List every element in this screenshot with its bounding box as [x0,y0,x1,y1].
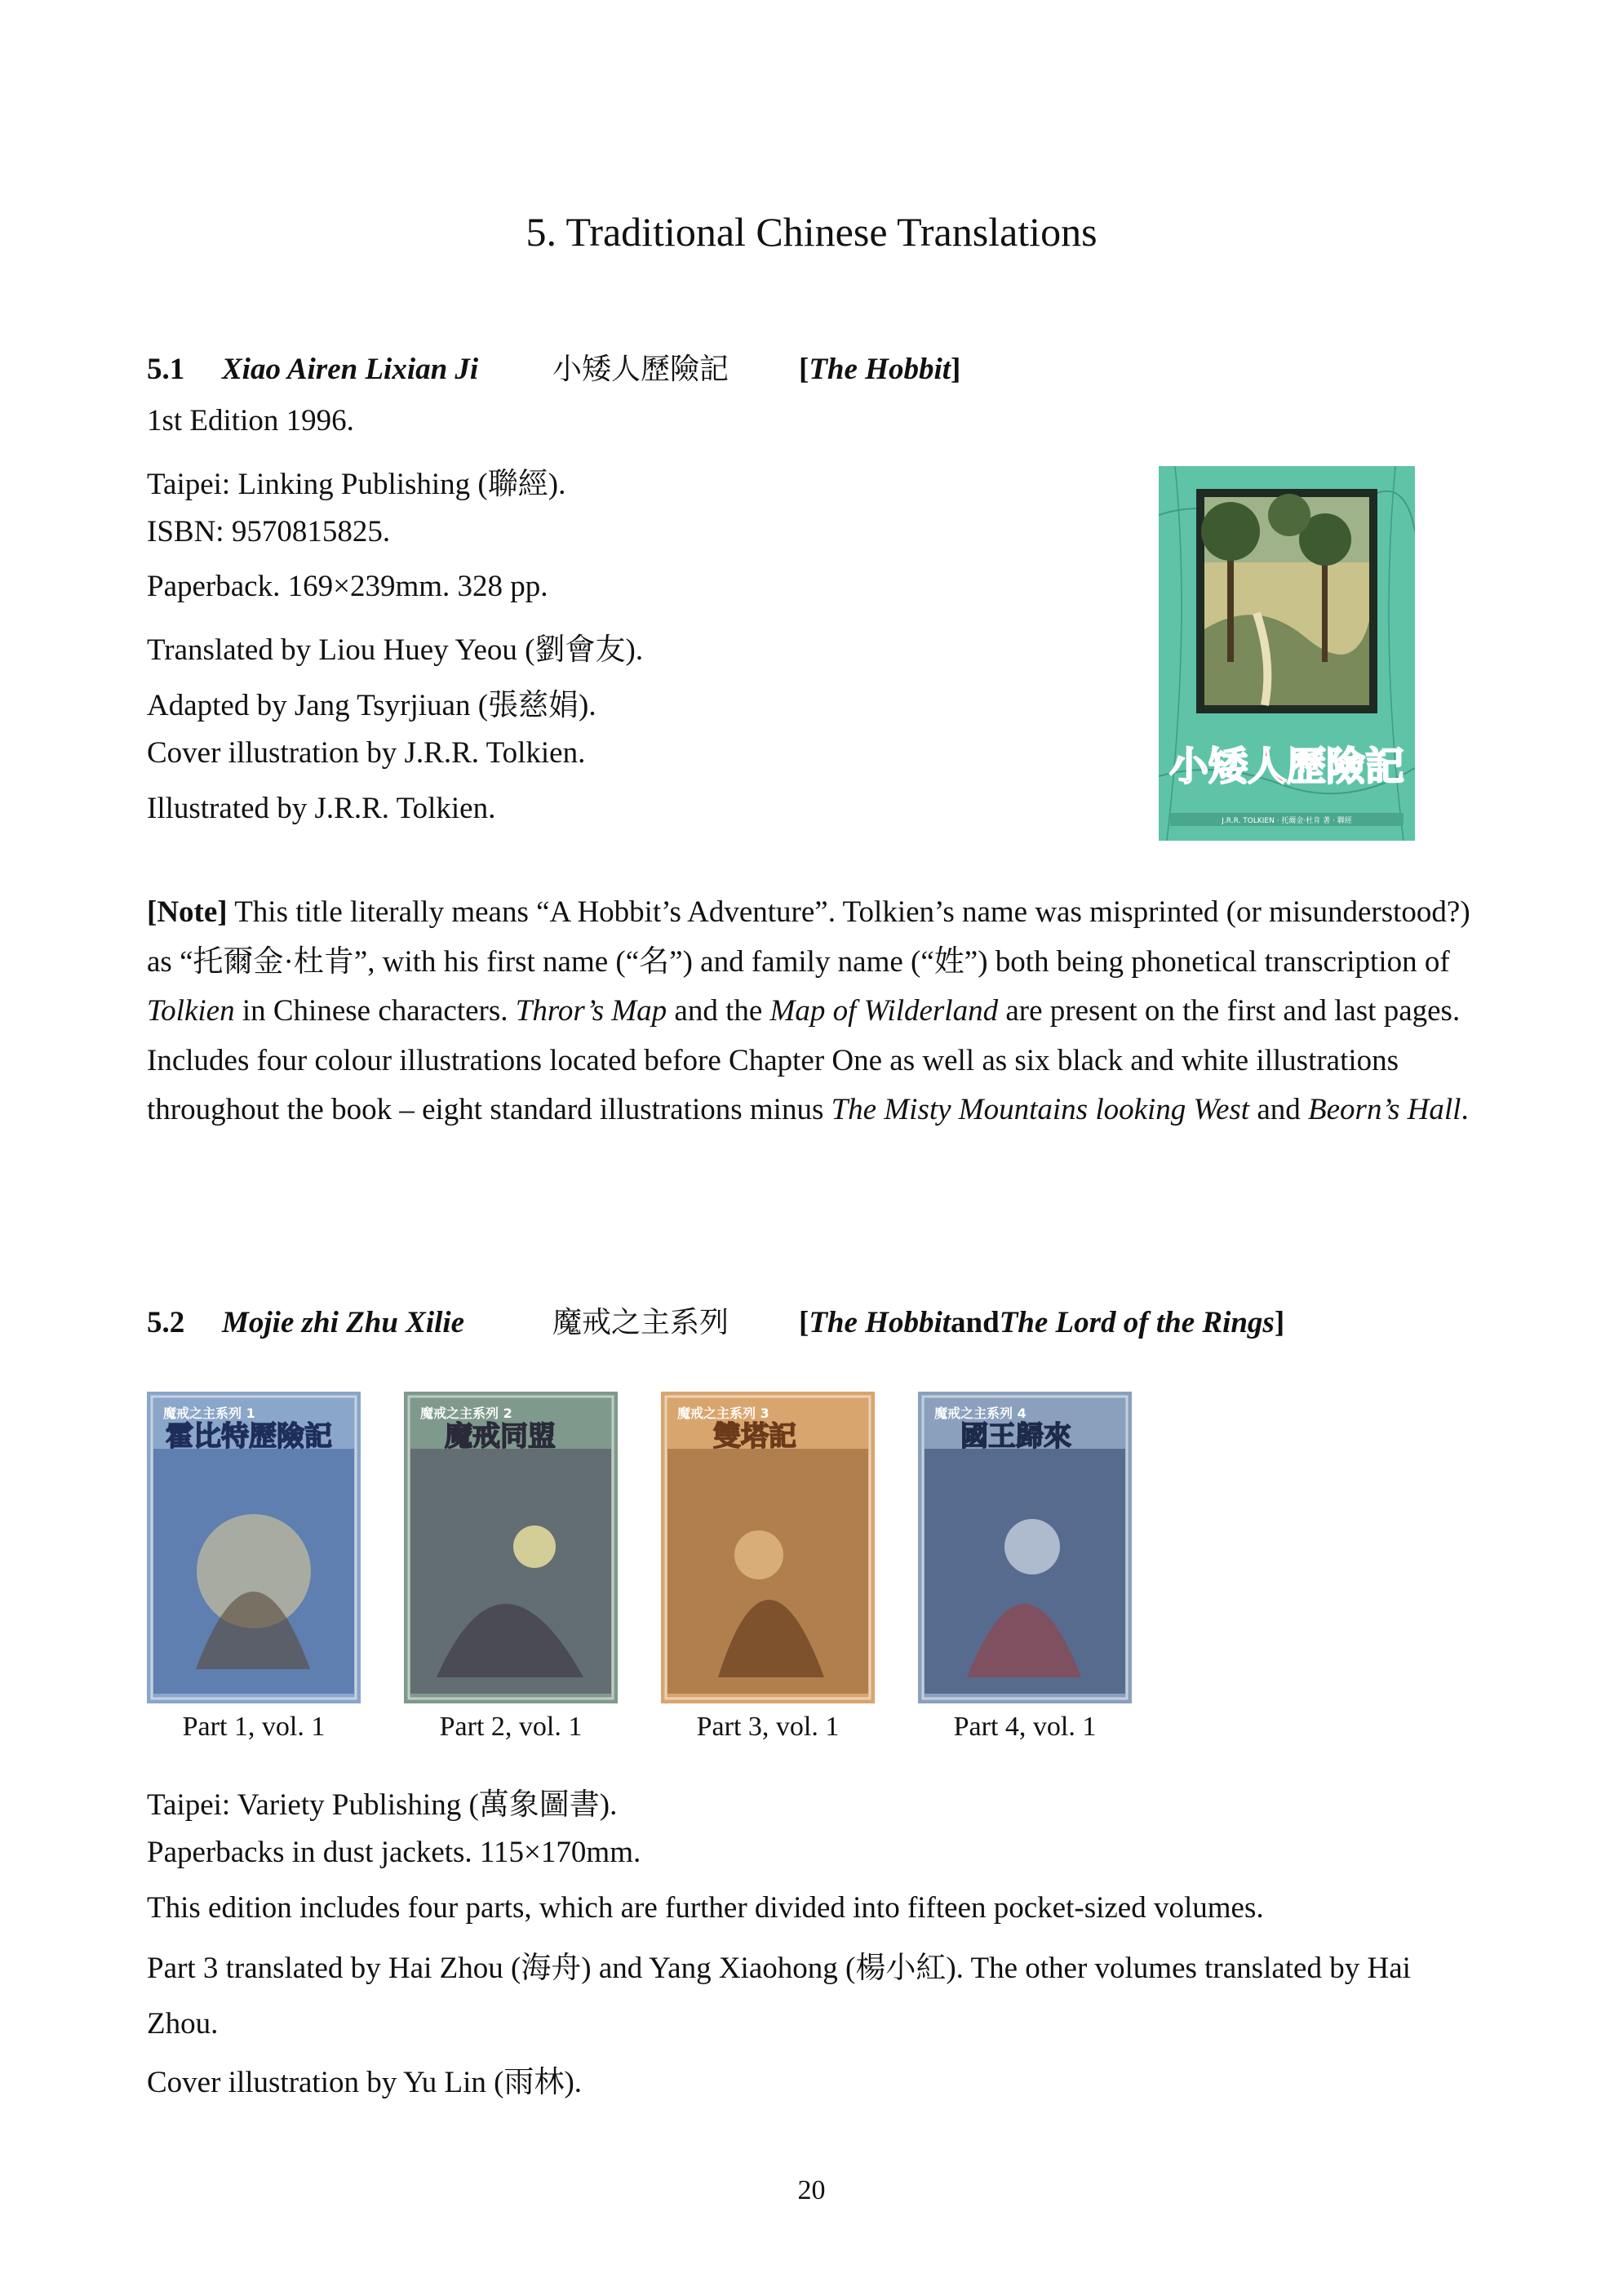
detail-parts: This edition includes four parts, which are further divided into fifteen pocket-sized volumes. [147,1891,1264,1925]
volume-series-label: 魔戒之主系列 2 [420,1406,512,1421]
detail-cover-illustrator: Cover illustration by J.R.R. Tolkien. [147,736,586,770]
section-heading-5-2 [147,1299,1284,1341]
detail-publisher: Taipei: Linking Publishing (聯經). [147,468,566,501]
section-romanized-title: Mojie zhi Zhu Xilie [222,1306,465,1339]
hobbit-cover-title: 小矮人歷險記 [1168,744,1405,789]
volume-cover-part2 [404,1392,618,1703]
volume-series-label: 魔戒之主系列 1 [163,1406,255,1421]
note-paragraph: [Note] This title literally means “A Hobbit’s Adventure”. Tolkien’s name was misprinted (or misunderstood?) as “托爾金·杜肯”, with his first name (“名”) and family name (“姓”) both being phonetical transcription of Tolkien in Chinese characters. Thror’s Map and the Map of Wilderland are present on the first and last pages. Includes four colour illustrations located before Chapter One as well as six black and white illustrations throughout the book – eight standard illustrations minus The Misty Mountains looking West and Beorn’s Hall. [147,895,1470,1126]
detail-publisher: Taipei: Variety Publishing (萬象圖書). [147,1788,618,1822]
hobbit-cover-footer: J.R.R. TOLKIEN · 托爾金·杜肯 著 · 聯經 [1222,817,1352,825]
section-heading-5-1 [147,346,960,388]
detail-translator: Translated by Liou Huey Yeou (劉會友). [147,633,644,667]
volume-cover-part1 [147,1392,361,1703]
detail-format: Paperback. 169×239mm. 328 pp. [147,570,548,603]
hobbit-cover-image [1159,466,1415,841]
detail-translators: Part 3 translated by Hai Zhou (海舟) and Yang Xiaohong (楊小紅). The other volumes translated by Hai Zhou. [147,1952,1411,2041]
detail-cover-illustrator: Cover illustration by Yu Lin (雨林). [147,2066,583,2099]
section-english-title: [The Hobbit] [799,353,961,386]
detail-isbn: ISBN: 9570815825. [147,515,391,548]
page-number: 20 [797,2175,826,2205]
detail-format: Paperbacks in dust jackets. 115×170mm. [147,1836,641,1869]
volume-caption: Part 1, vol. 1 [182,1712,326,1742]
section-number: 5.2 [147,1306,185,1339]
volume-series-label: 魔戒之主系列 3 [677,1406,769,1421]
volume-title: 魔戒同盟 [445,1420,556,1453]
volume-caption: Part 2, vol. 1 [439,1712,583,1742]
section-romanized-title: Xiao Airen Lixian Ji [222,353,479,386]
section-chinese-title: 魔戒之主系列 [552,1306,729,1339]
volume-series-label: 魔戒之主系列 4 [934,1406,1027,1421]
volume-title: 霍比特歷險記 [166,1420,332,1453]
volume-cover-part4 [918,1392,1132,1703]
volume-cover-part3 [661,1392,875,1703]
volume-title: 雙塔記 [713,1420,796,1453]
detail-edition: 1st Edition 1996. [147,404,354,437]
section-number: 5.1 [147,353,185,386]
chapter-title: 5. Traditional Chinese Translations [525,209,1098,255]
section-english-title: [The HobbitandThe Lord of the Rings] [799,1306,1285,1339]
note-label: [Note] [147,895,228,929]
volume-caption: Part 4, vol. 1 [953,1712,1097,1742]
detail-illustrator: Illustrated by J.R.R. Tolkien. [147,792,496,825]
volume-title: 國王歸來 [960,1420,1071,1453]
volume-caption: Part 3, vol. 1 [696,1712,840,1742]
detail-adapter: Adapted by Jang Tsyrjiuan (張慈娟). [147,689,596,722]
section-chinese-title: 小矮人歷險記 [552,353,729,386]
